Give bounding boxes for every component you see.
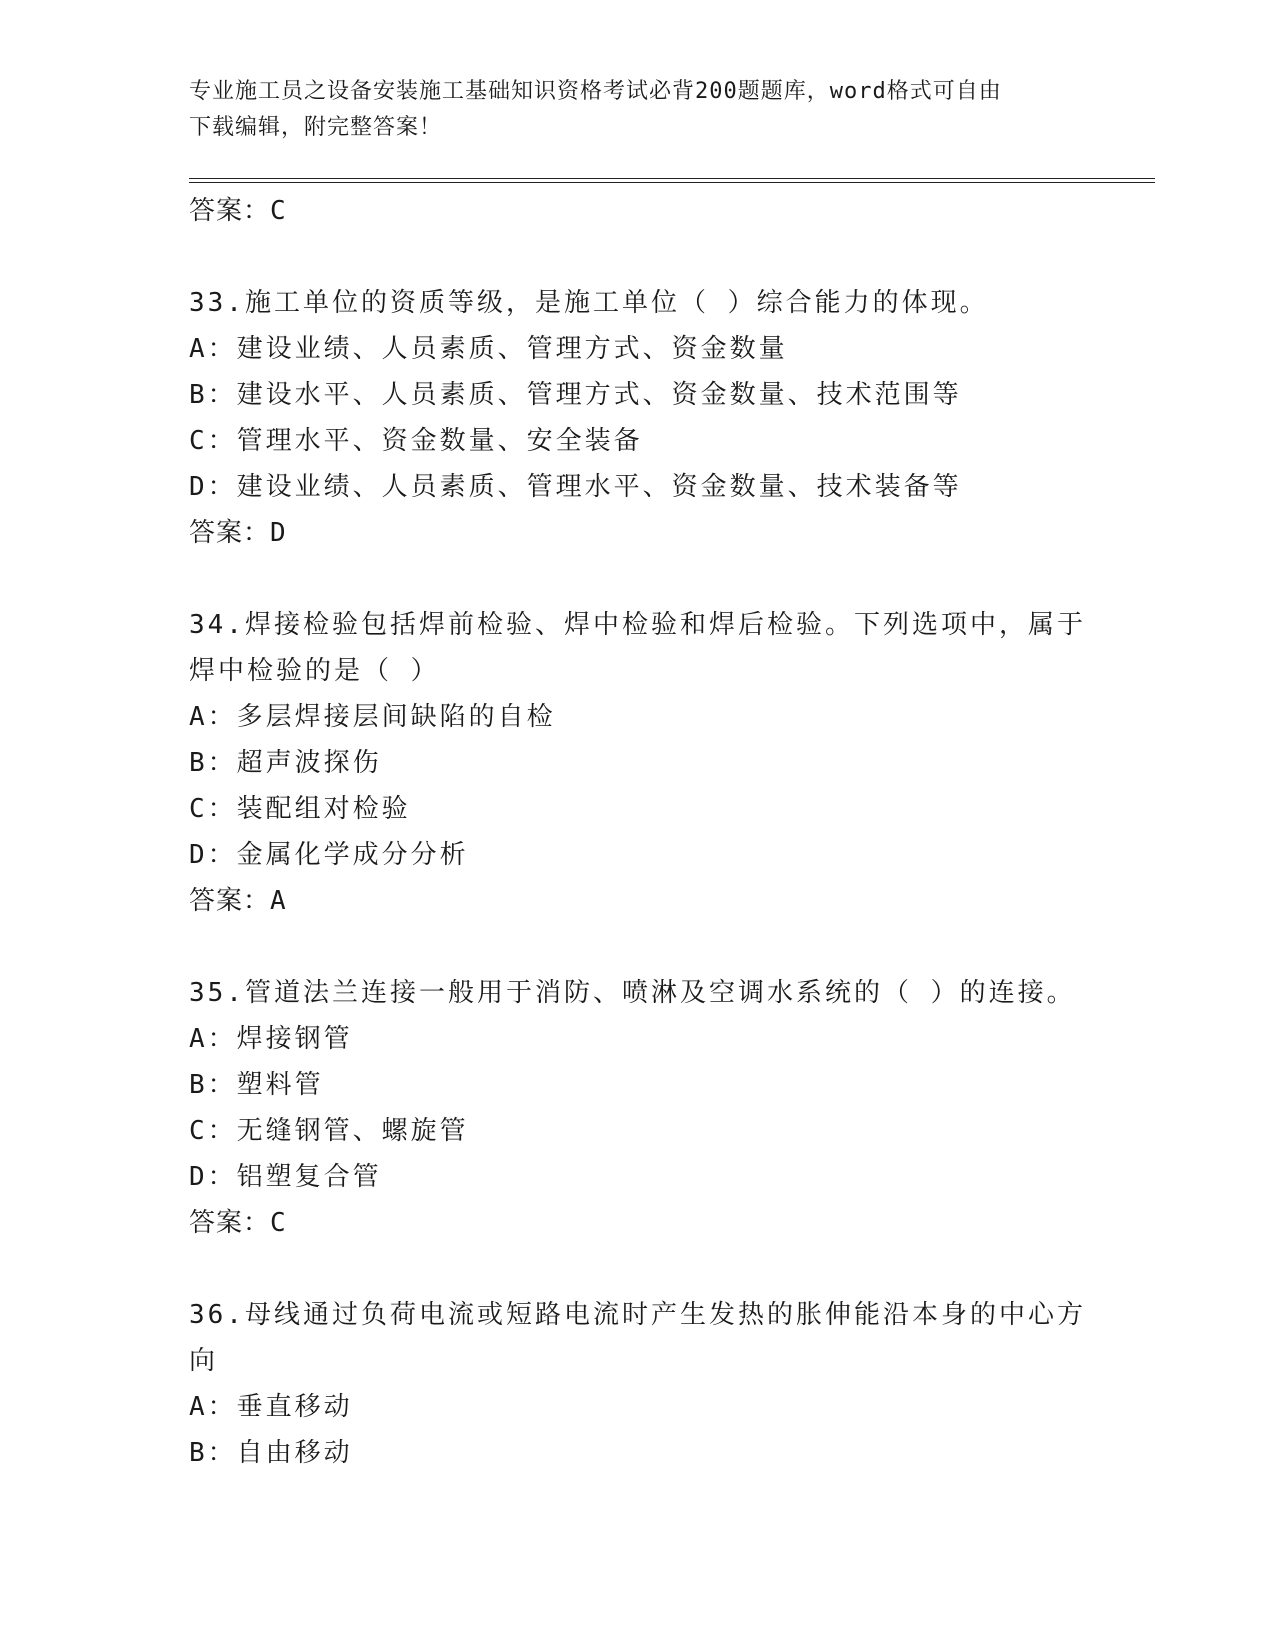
question-stem: 35.管道法兰连接一般用于消防、喷淋及空调水系统的（ ）的连接。 <box>189 978 1076 1008</box>
header-divider <box>189 178 1155 183</box>
answer-label: 答案： <box>189 1208 271 1238</box>
question-stem: 33.施工单位的资质等级，是施工单位（ ）综合能力的体现。 <box>189 288 989 318</box>
option-d: D：建设业绩、人员素质、管理水平、资金数量、技术装备等 <box>189 472 962 502</box>
answer-line <box>189 878 1089 924</box>
spacer <box>189 234 1089 280</box>
option-a: A：建设业绩、人员素质、管理方式、资金数量 <box>189 334 788 364</box>
option-a: A：垂直移动 <box>189 1392 353 1422</box>
option-b: B：塑料管 <box>189 1070 324 1100</box>
option-c: C：无缝钢管、螺旋管 <box>189 1116 469 1146</box>
answer-line <box>189 510 1089 556</box>
answer-line <box>189 188 1089 234</box>
answer-value: C <box>270 196 287 226</box>
option-b: B：建设水平、人员素质、管理方式、资金数量、技术范围等 <box>189 380 962 410</box>
option-a: A：多层焊接层间缺陷的自检 <box>189 702 556 732</box>
answer-value: A <box>270 886 287 916</box>
question-stem: 36.母线通过负荷电流或短路电流时产生发热的胀伸能沿本身的中心方 <box>189 1300 1086 1330</box>
answer-label: 答案： <box>189 196 271 226</box>
answer-line <box>189 1200 1089 1246</box>
question-list <box>189 188 1089 1476</box>
option-c: C：管理水平、资金数量、安全装备 <box>189 426 643 456</box>
option-d: D：铝塑复合管 <box>189 1162 382 1192</box>
question-stem-continued: 焊中检验的是（ ） <box>189 656 440 686</box>
spacer <box>189 924 1089 970</box>
spacer <box>189 1246 1089 1292</box>
answer-label: 答案： <box>189 518 271 548</box>
question-stem-continued: 向 <box>189 1346 219 1376</box>
option-b: B：自由移动 <box>189 1438 353 1468</box>
answer-value: D <box>270 518 287 548</box>
answer-value: C <box>270 1208 287 1238</box>
option-b: B：超声波探伤 <box>189 748 382 778</box>
header-line-1: 专业施工员之设备安装施工基础知识资格考试必背200题题库，word格式可自由 <box>189 79 1002 104</box>
answer-label: 答案： <box>189 886 271 916</box>
option-d: D：金属化学成分分析 <box>189 840 469 870</box>
header-line-2: 下载编辑，附完整答案！ <box>189 115 443 140</box>
document-header <box>189 74 1089 146</box>
option-a: A：焊接钢管 <box>189 1024 353 1054</box>
option-c: C：装配组对检验 <box>189 794 411 824</box>
spacer <box>189 556 1089 602</box>
question-stem: 34.焊接检验包括焊前检验、焊中检验和焊后检验。下列选项中，属于 <box>189 610 1086 640</box>
